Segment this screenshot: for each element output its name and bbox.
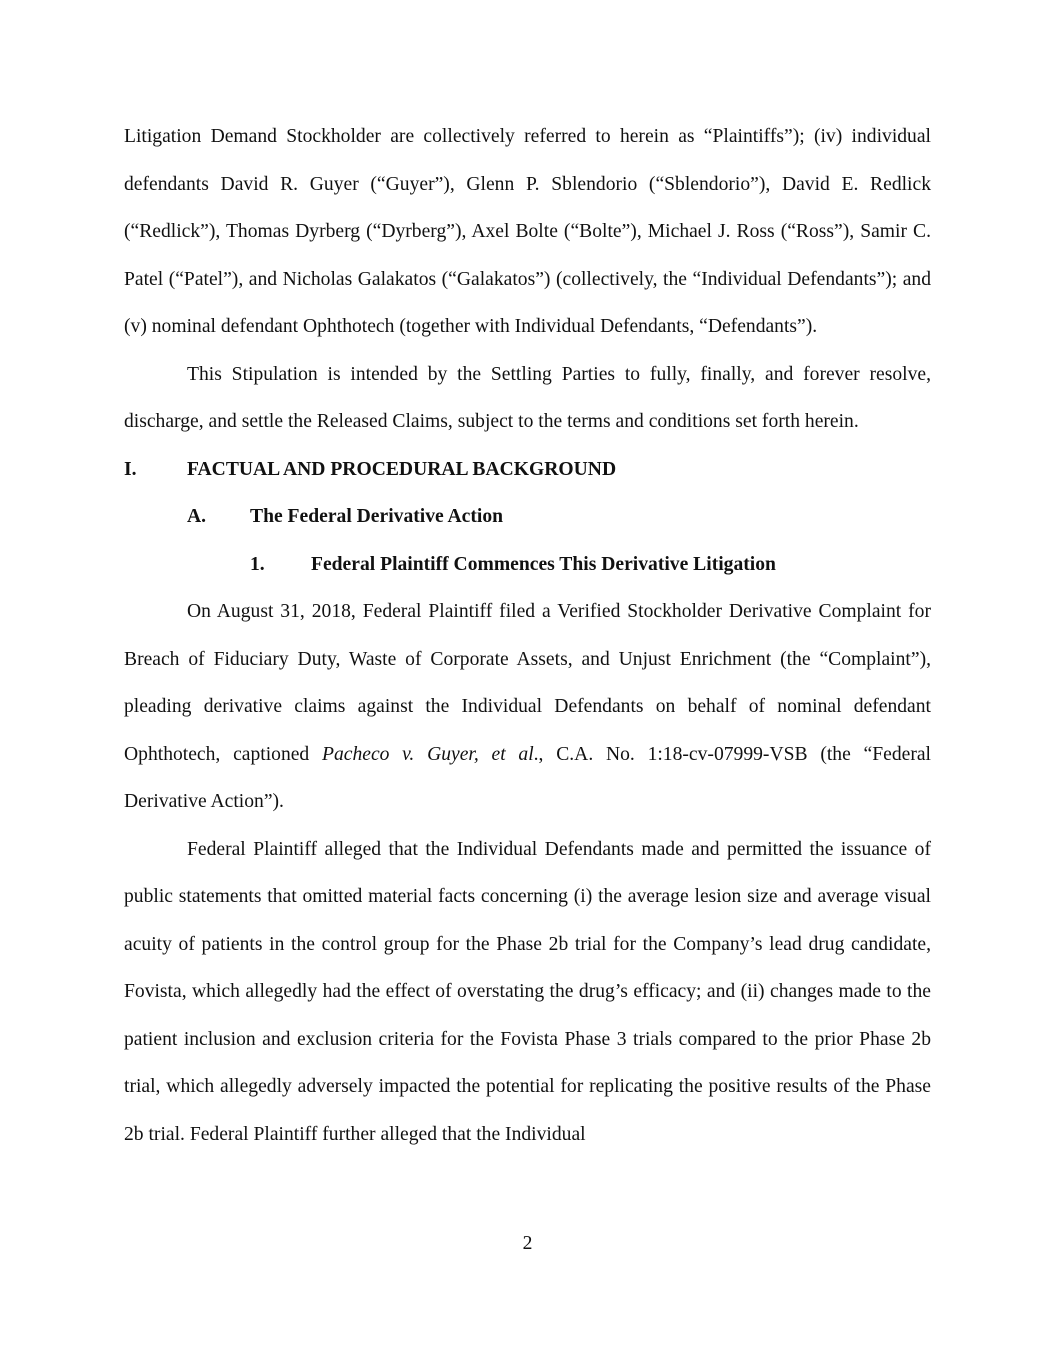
section-number: I. bbox=[124, 458, 137, 480]
filing-text-start: On August 31, 2018, Federal Plaintiff filed a Verified Stockholder Derivative Complaint for Breach of Fiduciary Duty, Waste of Corporate Assets, and Unjust Enrichment (the “Complaint”), pleading derivative claims against the Individual Defendants on behalf of nominal defendant Ophthotech, captioned bbox=[124, 601, 931, 765]
item-heading bbox=[124, 541, 931, 589]
paragraph-allegations: Federal Plaintiff alleged that the Individual Defendants made and permitted the issuance of public statements that omitted material facts concerning (i) the average lesion size and average visual acuity of patients in the control group for the Phase 2b trial for the Company’s lead drug candidate, Fovista, which allegedly had the effect of overstating the drug’s efficacy; and (ii) changes made to the patient inclusion and exclusion criteria for the Fovista Phase 3 trials compared to the prior Phase 2b trial, which allegedly adversely impacted the potential for replicating the positive results of the Phase 2b trial. Federal Plaintiff further alleged that the Individual bbox=[124, 838, 931, 1145]
section-heading bbox=[124, 446, 931, 494]
filing-text-end: ., C.A. No. 1:18-cv-07999-VSB (the “Federal Derivative Action”). bbox=[124, 743, 931, 812]
section-title: FACTUAL AND PROCEDURAL BACKGROUND bbox=[187, 458, 617, 480]
item-number: 1. bbox=[250, 553, 265, 575]
paragraph-complaint-filing bbox=[124, 588, 931, 826]
document-body bbox=[124, 113, 931, 1158]
page-number: 2 bbox=[522, 1233, 533, 1254]
subsection-heading bbox=[124, 493, 931, 541]
item-title: Federal Plaintiff Commences This Derivative Litigation bbox=[311, 553, 776, 575]
paragraph-stipulation-purpose: This Stipulation is intended by the Settling Parties to fully, finally, and forever resolve, discharge, and settle the Released Claims, subject to the terms and conditions set forth herein. bbox=[124, 363, 931, 432]
paragraph-parties-continued: Litigation Demand Stockholder are collectively referred to herein as “Plaintiffs”); (iv) individual defendants David R. Guyer (“Guyer”), Glenn P. Sblendorio (“Sblendorio”), David E. Redlick (“Redlick”), Thomas Dyrberg (“Dyrberg”), Axel Bolte (“Bolte”), Michael J. Ross (“Ross”), Samir C. Patel (“Patel”), and Nicholas Galakatos (“Galakatos”) (collectively, the “Individual Defendants”); and (v) nominal defendant Ophthotech (together with Individual Defendants, “Defendants”). bbox=[124, 126, 931, 337]
subsection-title: The Federal Derivative Action bbox=[250, 506, 504, 527]
case-caption: Pacheco v. Guyer, et al bbox=[321, 743, 534, 765]
subsection-letter: A. bbox=[187, 506, 207, 527]
